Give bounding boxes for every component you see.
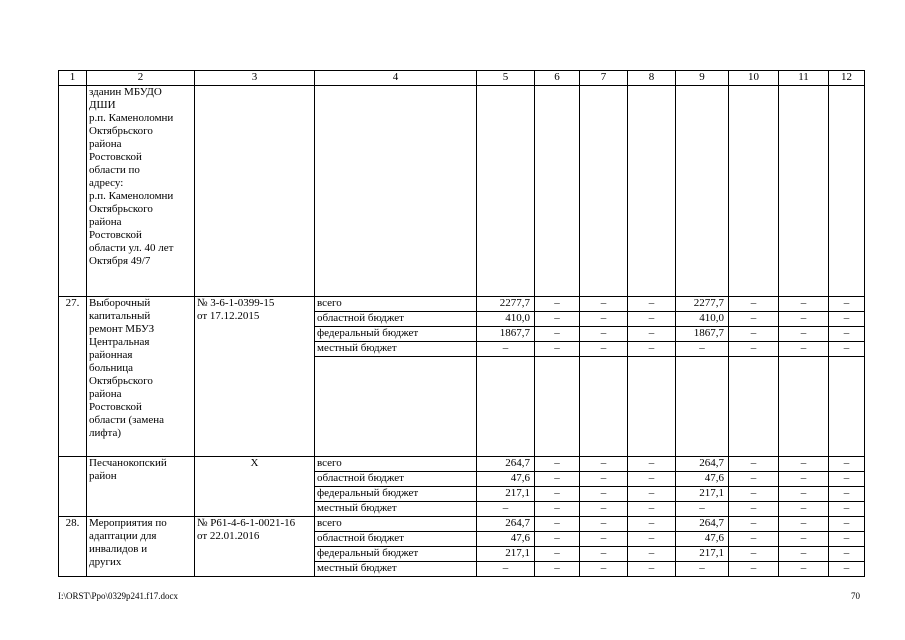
- col-header: 4: [315, 71, 477, 86]
- table-row: местный бюджет – – – – – – – –: [59, 562, 865, 577]
- header-row: [59, 71, 865, 86]
- funding-label: областной бюджет: [315, 472, 477, 487]
- col-header: 7: [580, 71, 628, 86]
- document-ref: № Р61-4-6-1-0021-16 от 22.01.2016: [195, 517, 315, 577]
- table-row: федеральный бюджет 217,1 – – – 217,1 – – –: [59, 547, 865, 562]
- col-header: 5: [477, 71, 535, 86]
- funding-label: федеральный бюджет: [315, 547, 477, 562]
- table-row: местный бюджет – – – – – – – –: [59, 502, 865, 517]
- row-number: 27.: [59, 297, 87, 457]
- funding-label: местный бюджет: [315, 342, 477, 357]
- col-header: 9: [676, 71, 729, 86]
- page-number: 70: [851, 591, 860, 601]
- col-header: 11: [779, 71, 829, 86]
- table-row: областной бюджет 47,6 – – – 47,6 – – –: [59, 472, 865, 487]
- table-row: 27. Выборочный капитальный ремонт МБУЗ Центральная районная больница Октябрьского района Ростовской области (замена лифта) № 3-6-1-0399-15 от 17.12.2015 всего 2277,7 – – – 2277,7 – – –: [59, 297, 865, 312]
- funding-label: всего: [315, 297, 477, 312]
- col-header: 1: [59, 71, 87, 86]
- file-path: I:\ORST\Ppo\0329p241.f17.docx: [58, 591, 179, 601]
- object-name: Выборочный капитальный ремонт МБУЗ Центральная районная больница Октябрьского района Ростовской области (замена лифта): [87, 297, 195, 457]
- funding-label: областной бюджет: [315, 312, 477, 327]
- col-header: 10: [729, 71, 779, 86]
- table-row: областной бюджет 47,6 – – – 47,6 – – –: [59, 532, 865, 547]
- district-name: Песчанокопский район: [87, 457, 195, 517]
- row-number: 28.: [59, 517, 87, 577]
- table-row: областной бюджет 410,0 – – – 410,0 – – –: [59, 312, 865, 327]
- table-row: Песчанокопский район X всего 264,7 – – – 264,7 – – –: [59, 457, 865, 472]
- table-row: федеральный бюджет 1867,7 – – – 1867,7 – – –: [59, 327, 865, 342]
- funding-label: местный бюджет: [315, 502, 477, 517]
- funding-label: федеральный бюджет: [315, 327, 477, 342]
- col-header: 6: [535, 71, 580, 86]
- col-header: 12: [829, 71, 865, 86]
- object-name: Мероприятия по адаптации для инвалидов и других: [87, 517, 195, 577]
- funding-label: всего: [315, 457, 477, 472]
- funding-label: областной бюджет: [315, 532, 477, 547]
- col-header: 3: [195, 71, 315, 86]
- continuation-row: [59, 86, 865, 297]
- table-row: федеральный бюджет 217,1 – – – 217,1 – – –: [59, 487, 865, 502]
- document-ref: № 3-6-1-0399-15 от 17.12.2015: [195, 297, 315, 457]
- object-name: зданин МБУДО ДШИ р.п. Каменоломни Октябрьского района Ростовской области по адресу: р.п. Каменоломни Октябрьского района Ростовской области ул. 40 лет Октября 49/7: [87, 86, 195, 297]
- table-row: 28. Мероприятия по адаптации для инвалидов и других № Р61-4-6-1-0021-16 от 22.01.2016 всего 264,7 – – – 264,7 – – –: [59, 517, 865, 532]
- table-row: местный бюджет – – – – – – – –: [59, 342, 865, 357]
- funding-label: всего: [315, 517, 477, 532]
- funding-label: федеральный бюджет: [315, 487, 477, 502]
- funding-label: местный бюджет: [315, 562, 477, 577]
- document-ref: X: [195, 457, 315, 517]
- budget-table: [58, 70, 865, 577]
- col-header: 2: [87, 71, 195, 86]
- col-header: 8: [628, 71, 676, 86]
